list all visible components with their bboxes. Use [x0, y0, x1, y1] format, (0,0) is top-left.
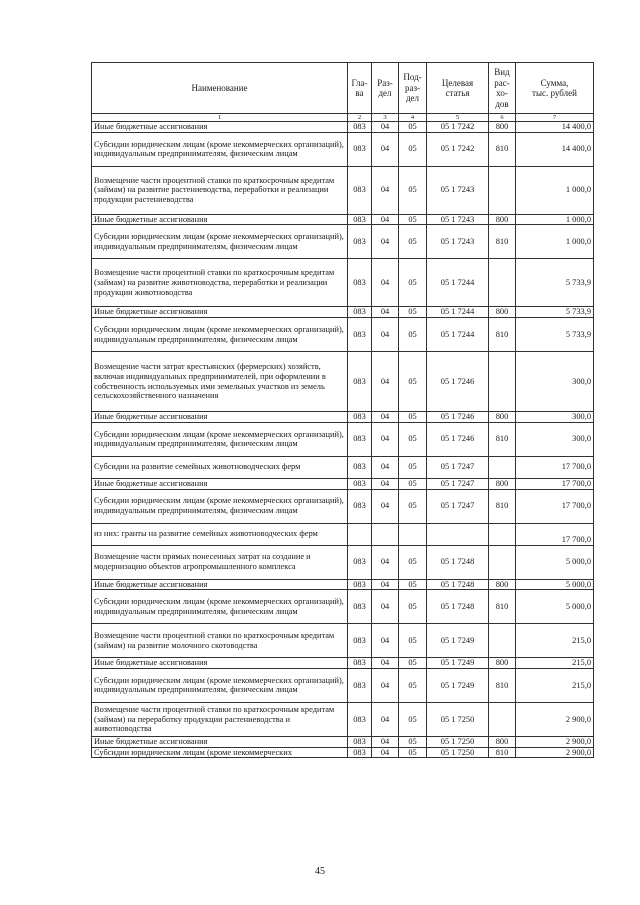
table-row [92, 122, 594, 133]
row-razdel [372, 523, 399, 545]
row-glava: 083 [348, 624, 372, 658]
row-name: Возмещение части процентной ставки по краткосрочным кредитам (займам) на развитие животноводства, переработки и реализации продукции животноводства [92, 259, 348, 307]
table-row [92, 166, 594, 214]
row-vid: 810 [489, 668, 516, 702]
row-name: Иные бюджетные ассигнования [92, 658, 348, 669]
row-vid: 810 [489, 747, 516, 758]
header-vid: Вид рас- хо- дов [489, 63, 516, 114]
row-podrazdel: 05 [399, 307, 427, 318]
row-summa: 14 400,0 [516, 132, 594, 166]
row-razdel: 04 [372, 166, 399, 214]
row-podrazdel: 05 [399, 579, 427, 590]
row-celevaya: 05 1 7246 [427, 352, 489, 412]
table-row [92, 259, 594, 307]
table-row [92, 456, 594, 478]
col-number: 3 [372, 114, 399, 122]
row-glava: 083 [348, 422, 372, 456]
row-name: Субсидии юридическим лицам (кроме некоммерческих организаций), индивидуальным предпринимателям, физическим лицам [92, 318, 348, 352]
row-razdel: 04 [372, 132, 399, 166]
row-summa: 1 000,0 [516, 225, 594, 259]
table-row [92, 747, 594, 758]
row-summa: 2 900,0 [516, 736, 594, 747]
table-row [92, 545, 594, 579]
row-podrazdel: 05 [399, 132, 427, 166]
row-razdel: 04 [372, 456, 399, 478]
row-vid: 800 [489, 307, 516, 318]
table-row [92, 590, 594, 624]
page-number: 45 [315, 866, 325, 877]
row-name: Иные бюджетные ассигнования [92, 122, 348, 133]
row-razdel: 04 [372, 225, 399, 259]
row-name: Иные бюджетные ассигнования [92, 214, 348, 225]
column-number-row [92, 114, 594, 122]
row-podrazdel: 05 [399, 166, 427, 214]
row-glava: 083 [348, 214, 372, 225]
row-name: Иные бюджетные ассигнования [92, 736, 348, 747]
row-podrazdel: 05 [399, 318, 427, 352]
row-celevaya [427, 523, 489, 545]
row-razdel: 04 [372, 412, 399, 423]
row-podrazdel: 05 [399, 545, 427, 579]
row-razdel: 04 [372, 579, 399, 590]
row-razdel: 04 [372, 624, 399, 658]
row-vid: 800 [489, 412, 516, 423]
row-summa: 1 000,0 [516, 214, 594, 225]
row-celevaya: 05 1 7248 [427, 579, 489, 590]
row-summa: 5 733,9 [516, 318, 594, 352]
row-vid [489, 702, 516, 736]
row-razdel: 04 [372, 747, 399, 758]
row-summa: 14 400,0 [516, 122, 594, 133]
row-summa: 300,0 [516, 422, 594, 456]
col-number: 4 [399, 114, 427, 122]
table-row [92, 318, 594, 352]
row-razdel: 04 [372, 352, 399, 412]
row-celevaya: 05 1 7242 [427, 132, 489, 166]
row-vid: 800 [489, 478, 516, 489]
row-razdel: 04 [372, 478, 399, 489]
row-vid [489, 456, 516, 478]
table-row [92, 523, 594, 545]
row-vid: 800 [489, 214, 516, 225]
row-podrazdel: 05 [399, 624, 427, 658]
row-celevaya: 05 1 7244 [427, 307, 489, 318]
row-name: Иные бюджетные ассигнования [92, 307, 348, 318]
row-podrazdel: 05 [399, 225, 427, 259]
table-row [92, 352, 594, 412]
row-podrazdel: 05 [399, 456, 427, 478]
table-header [92, 63, 594, 122]
row-name: Иные бюджетные ассигнования [92, 579, 348, 590]
row-celevaya: 05 1 7243 [427, 166, 489, 214]
row-celevaya: 05 1 7248 [427, 545, 489, 579]
row-glava: 083 [348, 259, 372, 307]
row-summa: 5 000,0 [516, 545, 594, 579]
row-podrazdel: 05 [399, 352, 427, 412]
col-number: 2 [348, 114, 372, 122]
row-celevaya: 05 1 7243 [427, 214, 489, 225]
row-vid [489, 166, 516, 214]
row-summa: 17 700,0 [516, 456, 594, 478]
row-podrazdel: 05 [399, 422, 427, 456]
row-glava: 083 [348, 132, 372, 166]
row-glava: 083 [348, 736, 372, 747]
table-row [92, 702, 594, 736]
row-summa: 5 733,9 [516, 307, 594, 318]
row-vid: 800 [489, 658, 516, 669]
row-summa: 2 900,0 [516, 702, 594, 736]
row-podrazdel: 05 [399, 747, 427, 758]
header-glava: Гла- ва [348, 63, 372, 114]
row-glava [348, 523, 372, 545]
row-name: Возмещение части процентной ставки по краткосрочным кредитам (займам) на развитие растениеводства, переработки и реализации продукции растениеводства [92, 166, 348, 214]
row-name: Субсидии юридическим лицам (кроме некоммерческих организаций), индивидуальным предпринимателям, физическим лицам [92, 590, 348, 624]
row-glava: 083 [348, 478, 372, 489]
row-glava: 083 [348, 307, 372, 318]
row-glava: 083 [348, 352, 372, 412]
row-name: Возмещение части прямых понесенных затрат на создание и модернизацию объектов агропромышленного комплекса [92, 545, 348, 579]
row-celevaya: 05 1 7247 [427, 456, 489, 478]
row-celevaya: 05 1 7249 [427, 658, 489, 669]
header-name: Наименование [92, 63, 348, 114]
row-summa: 17 700,0 [516, 489, 594, 523]
row-name: Субсидии юридическим лицам (кроме некоммерческих организаций), индивидуальным предпринимателям, физическим лицам [92, 225, 348, 259]
table-row [92, 214, 594, 225]
row-razdel: 04 [372, 214, 399, 225]
row-vid [489, 352, 516, 412]
row-name: Субсидии юридическим лицам (кроме некоммерческих организаций), индивидуальным предпринимателям, физическим лицам [92, 668, 348, 702]
table-row [92, 422, 594, 456]
table-row [92, 225, 594, 259]
row-summa: 17 700,0 [516, 523, 594, 545]
row-glava: 083 [348, 412, 372, 423]
row-vid: 810 [489, 489, 516, 523]
row-glava: 083 [348, 747, 372, 758]
row-name: Возмещение части процентной ставки по краткосрочным кредитам (займам) на переработку продукции растениеводства и животноводства [92, 702, 348, 736]
row-name: Субсидии юридическим лицам (кроме некоммерческих организаций), индивидуальным предпринимателям, физическим лицам [92, 132, 348, 166]
row-name: Иные бюджетные ассигнования [92, 478, 348, 489]
row-vid: 800 [489, 579, 516, 590]
row-summa: 17 700,0 [516, 478, 594, 489]
row-razdel: 04 [372, 489, 399, 523]
header-summa: Сумма, тыс. рублей [516, 63, 594, 114]
row-vid: 810 [489, 132, 516, 166]
row-celevaya: 05 1 7246 [427, 422, 489, 456]
table-row [92, 478, 594, 489]
row-summa: 300,0 [516, 412, 594, 423]
table-body [92, 122, 594, 758]
row-glava: 083 [348, 658, 372, 669]
row-celevaya: 05 1 7250 [427, 702, 489, 736]
row-glava: 083 [348, 318, 372, 352]
row-name: Субсидии на развитие семейных животноводческих ферм [92, 456, 348, 478]
row-razdel: 04 [372, 122, 399, 133]
row-podrazdel: 05 [399, 478, 427, 489]
row-summa: 1 000,0 [516, 166, 594, 214]
row-podrazdel: 05 [399, 702, 427, 736]
row-name: из них: гранты на развитие семейных животноводческих ферм [92, 523, 348, 545]
row-vid [489, 624, 516, 658]
row-name: Возмещение части процентной ставки по краткосрочным кредитам (займам) на развитие молочного скотоводства [92, 624, 348, 658]
row-name: Субсидии юридическим лицам (кроме некоммерческих организаций), индивидуальным предпринимателям, физическим лицам [92, 422, 348, 456]
row-celevaya: 05 1 7248 [427, 590, 489, 624]
header-razdel: Раз- дел [372, 63, 399, 114]
row-razdel: 04 [372, 668, 399, 702]
row-razdel: 04 [372, 318, 399, 352]
table-row [92, 412, 594, 423]
row-razdel: 04 [372, 702, 399, 736]
row-podrazdel: 05 [399, 122, 427, 133]
row-celevaya: 05 1 7243 [427, 225, 489, 259]
col-number: 6 [489, 114, 516, 122]
row-razdel: 04 [372, 590, 399, 624]
row-razdel: 04 [372, 307, 399, 318]
table-row [92, 624, 594, 658]
row-glava: 083 [348, 122, 372, 133]
row-celevaya: 05 1 7247 [427, 489, 489, 523]
row-summa: 215,0 [516, 658, 594, 669]
row-name: Субсидии юридическим лицам (кроме некоммерческих [92, 747, 348, 758]
table-row [92, 307, 594, 318]
row-podrazdel: 05 [399, 658, 427, 669]
row-podrazdel: 05 [399, 259, 427, 307]
row-glava: 083 [348, 489, 372, 523]
row-summa: 300,0 [516, 352, 594, 412]
row-glava: 083 [348, 579, 372, 590]
row-podrazdel [399, 523, 427, 545]
row-glava: 083 [348, 166, 372, 214]
row-razdel: 04 [372, 545, 399, 579]
row-vid [489, 259, 516, 307]
budget-table [91, 62, 594, 758]
row-vid: 810 [489, 318, 516, 352]
row-vid: 810 [489, 422, 516, 456]
row-glava: 083 [348, 668, 372, 702]
row-glava: 083 [348, 590, 372, 624]
row-vid: 810 [489, 590, 516, 624]
header-celevaya: Целевая статья [427, 63, 489, 114]
row-razdel: 04 [372, 259, 399, 307]
row-vid: 800 [489, 736, 516, 747]
table-row [92, 658, 594, 669]
row-summa: 5 000,0 [516, 579, 594, 590]
row-celevaya: 05 1 7242 [427, 122, 489, 133]
table-row [92, 579, 594, 590]
row-summa: 5 733,9 [516, 259, 594, 307]
row-glava: 083 [348, 545, 372, 579]
row-vid [489, 523, 516, 545]
row-razdel: 04 [372, 422, 399, 456]
row-celevaya: 05 1 7249 [427, 624, 489, 658]
row-glava: 083 [348, 225, 372, 259]
row-vid [489, 545, 516, 579]
table-row [92, 668, 594, 702]
row-celevaya: 05 1 7244 [427, 259, 489, 307]
row-podrazdel: 05 [399, 214, 427, 225]
row-vid: 810 [489, 225, 516, 259]
table-row [92, 489, 594, 523]
row-name: Возмещение части затрат крестьянских (фермерских) хозяйств, включая индивидуальных предпринимателей, при оформлении в собственность используемых ими земельных участков из земель сельскохозяйственного назначения [92, 352, 348, 412]
row-celevaya: 05 1 7250 [427, 747, 489, 758]
row-podrazdel: 05 [399, 736, 427, 747]
row-summa: 5 000,0 [516, 590, 594, 624]
table-row [92, 736, 594, 747]
row-razdel: 04 [372, 658, 399, 669]
row-celevaya: 05 1 7247 [427, 478, 489, 489]
row-summa: 2 900,0 [516, 747, 594, 758]
row-summa: 215,0 [516, 668, 594, 702]
row-podrazdel: 05 [399, 668, 427, 702]
col-number: 5 [427, 114, 489, 122]
row-celevaya: 05 1 7250 [427, 736, 489, 747]
col-number: 7 [516, 114, 594, 122]
row-celevaya: 05 1 7249 [427, 668, 489, 702]
row-celevaya: 05 1 7246 [427, 412, 489, 423]
row-podrazdel: 05 [399, 590, 427, 624]
row-summa: 215,0 [516, 624, 594, 658]
row-vid: 800 [489, 122, 516, 133]
header-podrazdel: Под- раз- дел [399, 63, 427, 114]
row-name: Субсидии юридическим лицам (кроме некоммерческих организаций), индивидуальным предпринимателям, физическим лицам [92, 489, 348, 523]
row-name: Иные бюджетные ассигнования [92, 412, 348, 423]
col-number: 1 [92, 114, 348, 122]
row-razdel: 04 [372, 736, 399, 747]
row-podrazdel: 05 [399, 412, 427, 423]
row-celevaya: 05 1 7244 [427, 318, 489, 352]
table-row [92, 132, 594, 166]
row-glava: 083 [348, 702, 372, 736]
row-glava: 083 [348, 456, 372, 478]
row-podrazdel: 05 [399, 489, 427, 523]
